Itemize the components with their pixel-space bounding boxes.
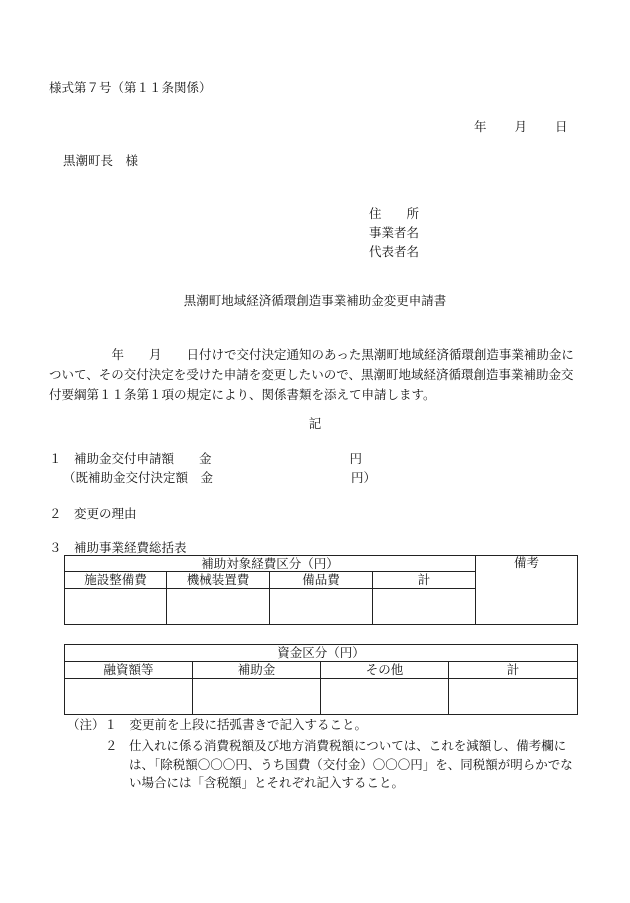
col-machinery: 機械装置費	[167, 572, 270, 589]
cell-loan	[65, 679, 193, 715]
col-loan: 融資額等	[65, 662, 193, 679]
remarks-header: 備考	[476, 556, 578, 625]
col-funding-total: 計	[449, 662, 578, 679]
funding-table	[64, 644, 578, 715]
item1-application-amount	[49, 451, 362, 467]
note-1: （注）１ 変更前を上段に括弧書きで記入すること。	[67, 717, 368, 732]
item1-label: １ 補助金交付申請額 金	[49, 451, 212, 466]
applicant-representative-label: 代表者名	[369, 244, 420, 259]
body-text: 年 月 日付けで交付決定通知のあった黒潮町地域経済循環創造事業補助金について、その交付決定を受けた申請を変更したいので、黒潮町地域経済循環創造事業補助金交付要綱第１１条第１項の規定により、関係書類を添えて申請します。	[49, 347, 574, 402]
cell-equipment	[270, 589, 373, 625]
funding-group-header: 資金区分（円）	[65, 645, 578, 662]
col-total: 計	[373, 572, 476, 589]
note-2-number: ２	[105, 738, 118, 753]
col-other: その他	[321, 662, 449, 679]
cell-other	[321, 679, 449, 715]
applicant-address-label: 住 所	[369, 206, 420, 221]
note-2	[105, 737, 585, 793]
item2-reason: ２ 変更の理由	[49, 506, 137, 521]
note-2-text: 仕入れに係る消費税額及び地方消費税額については、これを減額し、備考欄には、「除税額〇〇〇円、うち国費（交付金）〇〇〇円」を、同税額が明らかでない場合には「含税額」とそれぞれ記入すること。	[129, 738, 573, 790]
col-facility: 施設整備費	[65, 572, 167, 589]
cell-total	[373, 589, 476, 625]
col-subsidy: 補助金	[193, 662, 321, 679]
ki-heading: 記	[308, 416, 322, 431]
item1b-yen: 円）	[351, 470, 377, 485]
expense-table	[64, 555, 578, 625]
date-year: 年	[474, 119, 487, 134]
applicant-business-name-label: 事業者名	[369, 225, 420, 240]
cell-facility	[65, 589, 167, 625]
item1b-label: （既補助金交付決定額 金	[63, 470, 214, 485]
form-number: 様式第７号（第１１条関係）	[49, 80, 212, 95]
expense-group-header: 補助対象経費区分（円）	[65, 556, 476, 572]
date-day: 日	[555, 119, 568, 134]
item3-summary: ３ 補助事業経費総括表	[49, 540, 187, 555]
cell-machinery	[167, 589, 270, 625]
date-month: 月	[514, 119, 528, 134]
cell-subsidy	[193, 679, 321, 715]
applicant-block	[369, 206, 419, 263]
item1b-previous-amount	[63, 470, 376, 486]
document-title: 黒潮町地域経済循環創造事業補助金変更申請書	[183, 293, 447, 308]
col-equipment: 備品費	[270, 572, 373, 589]
date-line	[474, 119, 568, 135]
item1-yen: 円	[349, 451, 363, 466]
cell-funding-total	[449, 679, 578, 715]
addressee: 黒潮町長 様	[63, 153, 139, 168]
